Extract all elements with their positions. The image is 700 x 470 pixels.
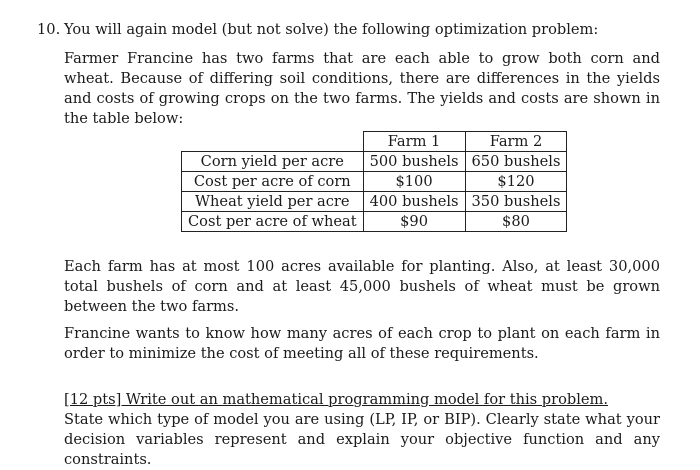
table-row <box>182 192 567 212</box>
table-row <box>182 172 567 192</box>
row-label-corn-cost: Cost per acre of corn <box>182 172 364 192</box>
yield-cost-table <box>181 131 567 232</box>
table-row <box>182 152 567 172</box>
row-label-wheat-yield: Wheat yield per acre <box>182 192 364 212</box>
column-header-farm-2: Farm 2 <box>465 132 567 152</box>
cell-corn-yield-farm-1: 500 bushels <box>363 152 465 172</box>
goal-paragraph: Francine wants to know how many acres of each crop to plant on each farm in order to minimize the cost of meeting all of these requirements. <box>64 325 660 362</box>
cell-wheat-yield-farm-2: 350 bushels <box>465 192 567 212</box>
cell-wheat-cost-farm-2: $80 <box>465 212 567 232</box>
task-instructions: State which type of model you are using (LP, IP, or BIP). Clearly state what your decision variables represent and explain your objective function and any constraints. <box>64 411 660 468</box>
question-number: 10. <box>37 21 61 38</box>
cell-wheat-cost-farm-1: $90 <box>363 212 465 232</box>
column-header-farm-1: Farm 1 <box>363 132 465 152</box>
table-header-row <box>182 132 567 152</box>
cell-wheat-yield-farm-1: 400 bushels <box>363 192 465 212</box>
row-label-wheat-cost: Cost per acre of wheat <box>182 212 364 232</box>
question-heading: You will again model (but not solve) the following optimization problem: <box>64 21 599 38</box>
table-corner-cell <box>182 132 364 152</box>
table-row <box>182 212 567 232</box>
constraints-paragraph: Each farm has at most 100 acres available for planting. Also, at least 30,000 total bushels of corn and at least 45,000 bushels of wheat must be grown between the two farms. <box>64 258 660 315</box>
intro-paragraph: Farmer Francine has two farms that are each able to grow both corn and wheat. Because of differing soil conditions, there are differences in the yields and costs of growing crops on the two farms. The yields and costs are shown in the table below: <box>64 50 660 127</box>
cell-corn-cost-farm-2: $120 <box>465 172 567 192</box>
row-label-corn-yield: Corn yield per acre <box>182 152 364 172</box>
cell-corn-cost-farm-1: $100 <box>363 172 465 192</box>
task-points-line: [12 pts] Write out an mathematical programming model for this problem. <box>64 391 609 408</box>
task-paragraph <box>64 390 660 470</box>
cell-corn-yield-farm-2: 650 bushels <box>465 152 567 172</box>
